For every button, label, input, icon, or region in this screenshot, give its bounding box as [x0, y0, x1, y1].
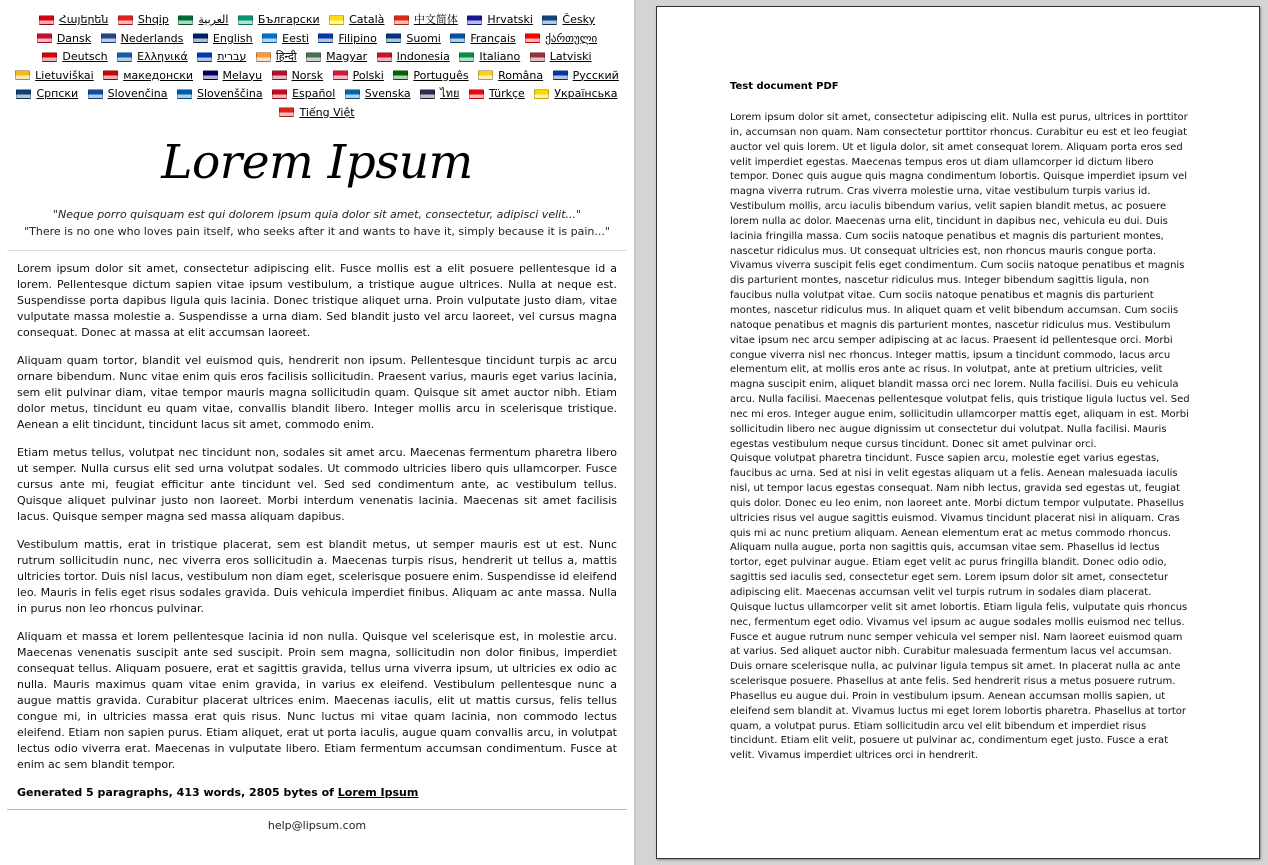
flag-icon	[193, 33, 208, 43]
pdf-paragraph: Lorem ipsum dolor sit amet, consectetur adipiscing elit. Nulla est purus, ultrices in porttitor in, accumsan non quam. Nam consectetur porttitor rhoncus. Curabitur eu est et leo feugiat auctor vel quis lorem. Ut et ligula dolor, sit amet consequat lorem. Aliquam porta eros sed velit imperdiet egestas. Maecenas tempus eros ut diam ullamcorper id dictum libero tempor. Donec quis augue quis magna condimentum lobortis. Quisque imperdiet ipsum vel magna viverra rutrum. Cras viverra molestie urna, vitae vestibulum turpis varius id. Vestibulum mollis, arcu iaculis bibendum varius, velit sapien blandit metus, ac posuere lorem nulla ac dolor. Maecenas urna elit, tincidunt in dapibus nec, vehicula eu dui. Duis lacinia fringilla massa. Cum sociis natoque penatibus et magnis dis parturient montes, nascetur ridiculus mus. Ut consequat ultricies est, non rhoncus mauris congue porta. Vivamus viverra suscipit felis eget condimentum. Cum sociis natoque penatibus et magnis dis parturient montes, nascetur ridiculus mus. Integer bibendum sagittis ligula, non faucibus nulla volutpat vitae. Cum sociis natoque penatibus et magnis dis parturient montes, nascetur ridiculus mus. In aliquet quam et velit bibendum accumsan. Cum sociis natoque penatibus et magnis dis parturient montes, nascetur ridiculus mus. Vestibulum vitae ipsum nec arcu semper adipiscing at ac lacus. Praesent id pellentesque orci. Morbi congue viverra nisl nec rhoncus. Integer mattis, ipsum a tincidunt commodo, lacus arcu elementum elit, at mollis eros ante ac risus. In volutpat, ante at pretium ultricies, velit magna suscipit enim, aliquet blandit massa orci nec lorem. Nulla facilisi. Duis eu vehicula arcu. Nulla facilisi. Maecenas pellentesque volutpat felis, quis tristique ligula luctus vel. Sed nec mi eros. Integer augue enim, sollicitudin ullamcorper mattis eget, aliquam in est. Morbi sollicitudin libero nec augue dignissim ut consectetur dui volutpat. Nulla facilisi. Mauris egestas vestibulum neque cursus tincidunt. Donec sit amet pulvinar orci.	[730, 112, 1190, 450]
flag-icon	[178, 15, 193, 25]
quote-english: "There is no one who loves pain itself, who seeks after it and wants to have it, simply because it is pain..."	[24, 225, 610, 238]
flag-icon	[118, 15, 133, 25]
language-link[interactable]	[345, 85, 411, 102]
language-label[interactable]: Polski	[352, 68, 384, 82]
flag-icon	[272, 70, 287, 80]
language-label[interactable]: Deutsch	[62, 50, 108, 63]
language-link[interactable]	[272, 85, 335, 102]
language-label[interactable]: Melayu	[222, 68, 263, 82]
flag-icon	[469, 89, 484, 99]
language-link[interactable]	[553, 67, 619, 84]
language-link[interactable]	[16, 85, 78, 102]
language-label[interactable]: Filipino	[338, 31, 377, 45]
language-label[interactable]: Српски	[36, 87, 79, 100]
language-link[interactable]	[534, 85, 617, 102]
generated-paragraphs	[0, 251, 634, 773]
flag-icon	[16, 89, 31, 99]
paragraph: Vestibulum mattis, erat in tristique placerat, sem est blandit metus, ut semper mauris est ut est. Nunc rutrum sollicitudin nunc, nec viverra eros sollicitudin a. Maecenas turpis risus, hendrerit ut tellus a, mattis ultricies tortor. Duis nisl lacus, vestibulum non diam eget, scelerisque posuere enim. Suspendisse id eleifend leo. Mauris in felis eget risus sodales gravida. Duis vehicula imperdiet finibus. Aliquam ac ante massa. Nulla in purus non leo rhoncus pulvinar.	[17, 538, 617, 615]
language-label[interactable]: Українська	[554, 87, 618, 100]
language-label[interactable]: ไทย	[440, 87, 460, 100]
language-link[interactable]	[459, 48, 520, 65]
language-label[interactable]: Français	[470, 31, 516, 45]
language-label[interactable]: Nederlands	[120, 31, 184, 45]
language-link[interactable]	[329, 11, 384, 28]
flag-icon	[318, 33, 333, 43]
paragraph: Etiam metus tellus, volutpat nec tincidunt non, sodales sit amet arcu. Maecenas fermentum pharetra libero ut semper. Nulla cursus elit sed urna volutpat sodales. Ut commodo ultricies libero quis ullamcorper. Fusce cursus ante mi, feugiat efficitur ante tincidunt vel. Sed sed condimentum ante, ac vestibulum tellus. Quisque aliquet pulvinar justo non laoreet. Morbi interdum venenatis lacinia. Maecenas sit amet facilisis lacus. Quisque semper magna sed massa aliquam dapibus.	[17, 446, 617, 523]
generated-stats: Generated 5 paragraphs, 413 words, 2805 bytes of	[17, 786, 338, 799]
language-label[interactable]: Shqip	[137, 13, 169, 26]
language-label[interactable]: Slovenščina	[197, 87, 263, 100]
language-link[interactable]	[118, 11, 169, 28]
paragraph: Aliquam quam tortor, blandit vel euismod quis, hendrerit non ipsum. Pellentesque tincidunt turpis ac arcu ornare bibendum. Nunc vitae enim quis eros facilisis sollicitudin. Praesent varius, mauris eget varius lacinia, sem elit pulvinar diam, vitae tempor mauris magna sollicitudin quam. Quisque sit amet auctor nibh. Etiam dolor metus, tincidunt eu quam vitae, convallis blandit libero. Integer mollis arcu in scelerisque tristique. Aenean a elit tincidunt, tincidunt lacus sit amet, commodo enim.	[17, 354, 617, 431]
language-link[interactable]	[272, 67, 324, 84]
language-label[interactable]: العربية	[198, 13, 229, 26]
flag-icon	[530, 52, 545, 62]
language-link[interactable]	[530, 48, 592, 65]
quote-latin: "Neque porro quisquam est qui dolorem ipsum quia dolor sit amet, consectetur, adipisci velit..."	[52, 208, 582, 221]
language-link[interactable]	[197, 48, 246, 65]
flag-icon	[333, 70, 348, 80]
pdf-body	[730, 111, 1192, 764]
flag-icon	[420, 89, 435, 99]
language-label[interactable]: ქართული	[545, 31, 598, 45]
flag-icon	[525, 33, 540, 43]
language-label[interactable]: Български	[257, 13, 320, 26]
language-link[interactable]	[178, 11, 228, 28]
pdf-paragraph: Quisque luctus ullamcorper velit sit amet lobortis. Etiam ligula felis, vulputate quis rhoncus nec, fermentum eget odio. Vivamus vel ipsum ac augue sodales mollis euismod nec tellus. Fusce et augue rutrum nunc semper vehicula vel semper nisl. Nam laoreet euismod quam at varius. Sed aliquet auctor nibh. Curabitur malesuada fermentum lacus vel accumsan. Duis ornare scelerisque nulla, ac pulvinar ligula tempus sit amet. In placerat nulla ac ante scelerisque posuere. Phasellus at ante felis. Sed hendrerit risus a metus posuere rutrum. Phasellus eu augue dui. Proin in vestibulum ipsum. Aenean accumsan mollis sapien, ut eleifend sem blandit at. Vivamus luctus mi eget lorem lobortis pharetra. Phasellus at tortor quam, a volutpat purus. Etiam sollicitudin arcu vel elit bibendum et imperdiet risus tincidunt. Etiam elit velit, posuere ut pulvinar ac, condimentum eget justo. Fusce a erat velit. Vivamus imperdiet ultrices orci in hendrerit.	[730, 601, 1188, 762]
paragraph: Lorem ipsum dolor sit amet, consectetur adipiscing elit. Fusce mollis est a elit posuere pellentesque id a lorem. Pellentesque dictum sapien vitae ipsum vestibulum, a tristique augue ultrices. Nulla at neque est. Suspendisse porta dapibus ligula quis lacinia. Donec tristique aliquet urna. Proin vulputate justo diam, vitae vulputate massa molestie a. Suspendisse a urna diam. Sed blandit justo vel arcu laoreet, vel cursus magna consequat. Donec at massa at elit accumsan laoreet.	[17, 262, 617, 339]
flag-icon	[101, 33, 116, 43]
language-link[interactable]	[542, 11, 595, 28]
flag-icon	[478, 70, 493, 80]
language-label[interactable]: Lietuviškai	[35, 68, 94, 82]
flag-icon	[203, 70, 218, 80]
flag-icon	[386, 33, 401, 43]
language-link[interactable]	[478, 67, 543, 84]
flag-icon	[117, 52, 132, 62]
language-link[interactable]	[279, 104, 354, 121]
flag-icon	[88, 89, 103, 99]
flag-icon	[553, 70, 568, 80]
flag-icon	[42, 52, 57, 62]
flag-icon	[177, 89, 192, 99]
generated-summary	[0, 785, 634, 801]
language-link[interactable]	[101, 30, 184, 47]
language-label[interactable]: Norsk	[291, 68, 324, 82]
language-link[interactable]	[394, 11, 458, 28]
language-label[interactable]: Česky	[562, 13, 596, 26]
language-label[interactable]: Eesti	[282, 31, 309, 45]
language-link[interactable]	[15, 67, 94, 84]
language-label[interactable]: हिन्दी	[275, 50, 297, 63]
flag-icon	[542, 15, 557, 25]
flag-icon	[262, 33, 277, 43]
language-link[interactable]	[393, 67, 468, 84]
flag-icon	[394, 15, 409, 25]
language-label[interactable]: Indonesia	[396, 50, 450, 63]
flag-icon	[377, 52, 392, 62]
language-label[interactable]: Català	[349, 13, 385, 26]
language-label[interactable]: Հայերեն	[58, 13, 109, 26]
flag-icon	[37, 33, 52, 43]
flag-icon	[197, 52, 212, 62]
language-link[interactable]	[318, 30, 376, 47]
pdf-viewer	[636, 0, 1268, 865]
language-link[interactable]	[377, 48, 450, 65]
language-label[interactable]: Latviski	[549, 50, 592, 63]
language-link[interactable]	[256, 48, 297, 65]
language-label[interactable]: Româna	[498, 68, 544, 82]
flag-icon	[534, 89, 549, 99]
language-link[interactable]	[37, 30, 91, 47]
flag-icon	[329, 15, 344, 25]
lorem-ipsum-link[interactable]: Lorem Ipsum	[337, 786, 419, 799]
flag-icon	[256, 52, 271, 62]
flag-icon	[279, 107, 294, 117]
language-link[interactable]	[117, 48, 188, 65]
language-label[interactable]: Ελληνικά	[137, 50, 188, 63]
language-link[interactable]	[88, 85, 168, 102]
flag-icon	[450, 33, 465, 43]
language-label[interactable]: Pусский	[572, 68, 619, 82]
flag-icon	[238, 15, 253, 25]
language-link[interactable]	[262, 30, 309, 47]
language-label[interactable]: македонски	[123, 68, 194, 82]
language-link[interactable]	[306, 48, 367, 65]
divider	[7, 809, 627, 810]
language-link[interactable]	[203, 67, 263, 84]
paragraph: Aliquam et massa et lorem pellentesque lacinia id non nulla. Quisque vel scelerisque est, in molestie arcu. Maecenas venenatis suscipit ante sed suscipit. Proin sem magna, sollicitudin non dolor finibus, imperdiet consequat tellus. Aliquam posuere, erat et sagittis gravida, tellus urna viverra ipsum, ut ultricies ex odio ac nulla. Mauris maximus quam vitae enim gravida, in varius ex eleifend. Vestibulum pellentesque nunc a augue mattis gravida. Curabitur placerat ultrices enim. Maecenas iaculis, elit ut mattis cursus, felis tellus congue mi, in ultricies massa erat quis risus. Nunc luctus mi vitae quam lacinia, non commodo lectus eleifend. Etiam non sapien purus. Etiam aliquet, erat ut porta iaculis, augue quam convallis arcu, in volutpat lectus odio viverra erat. Maecenas in vulputate libero. Etiam fermentum accumsan condimentum. Fusce at enim ac sem blandit tempor.	[17, 630, 617, 771]
language-label[interactable]: Slovenčina	[107, 87, 168, 100]
language-label[interactable]: Italiano	[479, 50, 521, 63]
language-link[interactable]	[42, 48, 107, 65]
language-link[interactable]	[238, 11, 320, 28]
language-label[interactable]: Hrvatski	[487, 13, 533, 26]
flag-icon	[39, 15, 54, 25]
language-label[interactable]: Dansk	[56, 31, 92, 45]
language-link[interactable]	[103, 67, 193, 84]
language-label[interactable]: עברית	[217, 50, 247, 63]
language-selector	[12, 11, 622, 122]
language-link[interactable]	[420, 85, 459, 102]
pdf-page	[656, 6, 1260, 859]
language-link[interactable]	[469, 85, 525, 102]
flag-icon	[272, 89, 287, 99]
pdf-paragraph: Quisque volutpat pharetra tincidunt. Fusce sapien arcu, molestie eget varius egestas, faucibus ac urna. Sed at nisi in velit egestas aliquam ut a felis. Aenean malesuada iaculis nisl, ut tempor lacus egestas consequat. Nam nibh lectus, gravida sed egestas ut, feugiat quis dolor. Donec eu leo enim, non laoreet ante. Morbi dictum tempor vulputate. Phasellus ultricies risus vel augue sagittis euismod. Vivamus tincidunt placerat nisi in aliquam. Cras quis mi ac nunc pretium aliquam. Aenean elementum erat ac metus commodo rhoncus. Aliquam nulla augue, porta non sagittis quis, accumsan vitae sem. Phasellus id lectus tortor, eget pulvinar augue. Etiam eget velit ac purus fringilla blandit. Donec odio odio, sagittis sed iaculis sed, consectetur eget sem. Lorem ipsum dolor sit amet, consectetur adipiscing elit. Maecenas accumsan velit vel turpis rutrum in sodales diam placerat.	[730, 453, 1184, 598]
language-label[interactable]: Suomi	[406, 31, 441, 45]
flag-icon	[345, 89, 360, 99]
language-label[interactable]: Türkçe	[488, 87, 525, 100]
language-label[interactable]: Español	[292, 87, 336, 100]
flag-icon	[459, 52, 474, 62]
language-link[interactable]	[333, 67, 384, 84]
flag-icon	[15, 70, 30, 80]
language-label[interactable]: English	[212, 31, 253, 45]
flag-icon	[467, 15, 482, 25]
language-label[interactable]: Magyar	[326, 50, 368, 63]
flag-icon	[306, 52, 321, 62]
language-link[interactable]	[386, 30, 440, 47]
language-link[interactable]	[39, 11, 108, 28]
language-link[interactable]	[450, 30, 515, 47]
language-label[interactable]: Svenska	[364, 87, 411, 100]
language-label[interactable]: Tiếng Việt	[299, 105, 355, 119]
language-link[interactable]	[525, 30, 597, 47]
language-link[interactable]	[193, 30, 253, 47]
contact-email[interactable]: help@lipsum.com	[267, 819, 367, 832]
language-label[interactable]: Português	[413, 68, 469, 82]
pdf-title: Test document PDF	[730, 81, 839, 92]
flag-icon	[393, 70, 408, 80]
flag-icon	[103, 70, 118, 80]
language-label[interactable]: 中文简体	[413, 13, 458, 26]
language-link[interactable]	[177, 85, 263, 102]
logo-lorem-ipsum: Lorem Ipsum	[161, 135, 473, 190]
language-link[interactable]	[467, 11, 533, 28]
